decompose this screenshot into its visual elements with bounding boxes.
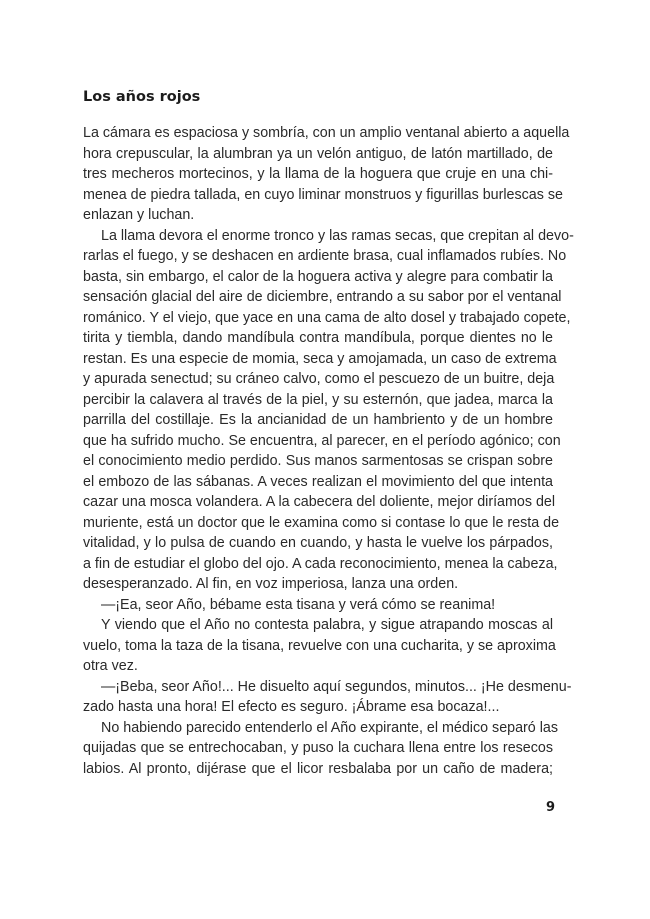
text-line: La cámara es espaciosa y sombría, con un amplio ventanal abierto a aquella <box>83 125 570 141</box>
text-line: zado hasta una hora! El efecto es seguro. ¡Ábrame esa bocaza!... <box>83 699 500 715</box>
text-line: labios. Al pronto, dijérase que el licor resbalaba por un caño de madera; <box>83 760 553 777</box>
text-line: rarlas el fuego, y se deshacen en ardiente brasa, cual inflamados rubíes. No <box>83 248 567 264</box>
text-line: vitalidad, y lo pulsa de cuando en cuando, y hasta le vuelve los párpados, <box>83 535 553 551</box>
text-line: parrilla del costillaje. Es la ancianidad de un hambriento y de un hombre <box>83 412 553 428</box>
chapter-title: Los años rojos <box>83 89 201 105</box>
text-line: cazar una mosca volandera. A la cabecera del doliente, mejor diríamos del <box>83 494 556 510</box>
text-line: muriente, está un doctor que le examina como si contase lo que le resta de <box>83 514 560 531</box>
text-line: que ha sufrido mucho. Se encuentra, al parecer, en el período agónico; con <box>83 432 561 449</box>
text-line: a fin de estudiar el globo del ojo. A cada reconocimiento, menea la cabeza, <box>83 555 558 572</box>
text-line: tirita y tiembla, dando mandíbula contra mandíbula, porque dientes no le <box>83 330 553 346</box>
text-line: quijadas que se entrechocaban, y puso la cuchara llena entre los resecos <box>83 740 553 756</box>
text-line: tres mecheros mortecinos, y la llama de la hoguera que cruje en una chi- <box>83 166 553 182</box>
text-line: el embozo de las sábanas. A veces realizan el movimiento del que intenta <box>83 473 553 490</box>
text-line: vuelo, toma la taza de la tisana, revuelve con una cucharita, y se aproxima <box>83 637 556 654</box>
text-line: enlazan y luchan. <box>83 207 195 223</box>
text-line: sensación glacial del aire de diciembre, entrando a su sabor por el ventanal <box>83 289 562 305</box>
text-line: La llama devora el enorme tronco y las ramas secas, que crepitan al devo- <box>101 227 574 244</box>
text-line: Y viendo que el Año no contesta palabra, y sigue atrapando moscas al <box>101 617 553 633</box>
body-text <box>83 123 574 779</box>
text-line: basta, sin embargo, el calor de la hoguera activa y alegre para combatir la <box>83 268 553 285</box>
text-line: y apurada senectud; su cráneo calvo, como el pescuezo de un buitre, deja <box>83 371 555 387</box>
text-line: —¡Ea, seor Año, bébame esta tisana y verá cómo se reanima! <box>101 596 496 613</box>
text-line: —¡Beba, seor Año!... He disuelto aquí segundos, minutos... ¡He desmenu- <box>101 678 572 695</box>
text-line: menea de piedra tallada, en cuyo liminar monstruos y figurillas burlescas se <box>83 186 563 203</box>
text-line: románico. Y el viejo, que yace en una cama de alto dosel y trabajado copete, <box>83 309 571 326</box>
page-number: 9 <box>545 800 555 815</box>
text-line: otra vez. <box>83 658 138 674</box>
text-line: No habiendo parecido entenderlo el Año expirante, el médico separó las <box>101 719 559 736</box>
text-line: restan. Es una especie de momia, seca y amojamada, un caso de extrema <box>83 350 557 367</box>
text-line: hora crepuscular, la alumbran ya un velón antiguo, de latón martillado, de <box>83 145 553 162</box>
text-line: percibir la calavera al través de la piel, y su esternón, que jadea, marca la <box>83 391 553 408</box>
text-line: el conocimiento medio perdido. Sus manos sarmentosas se crispan sobre <box>83 453 553 469</box>
text-line: desesperanzado. Al fin, en voz imperiosa, lanza una orden. <box>83 576 459 592</box>
